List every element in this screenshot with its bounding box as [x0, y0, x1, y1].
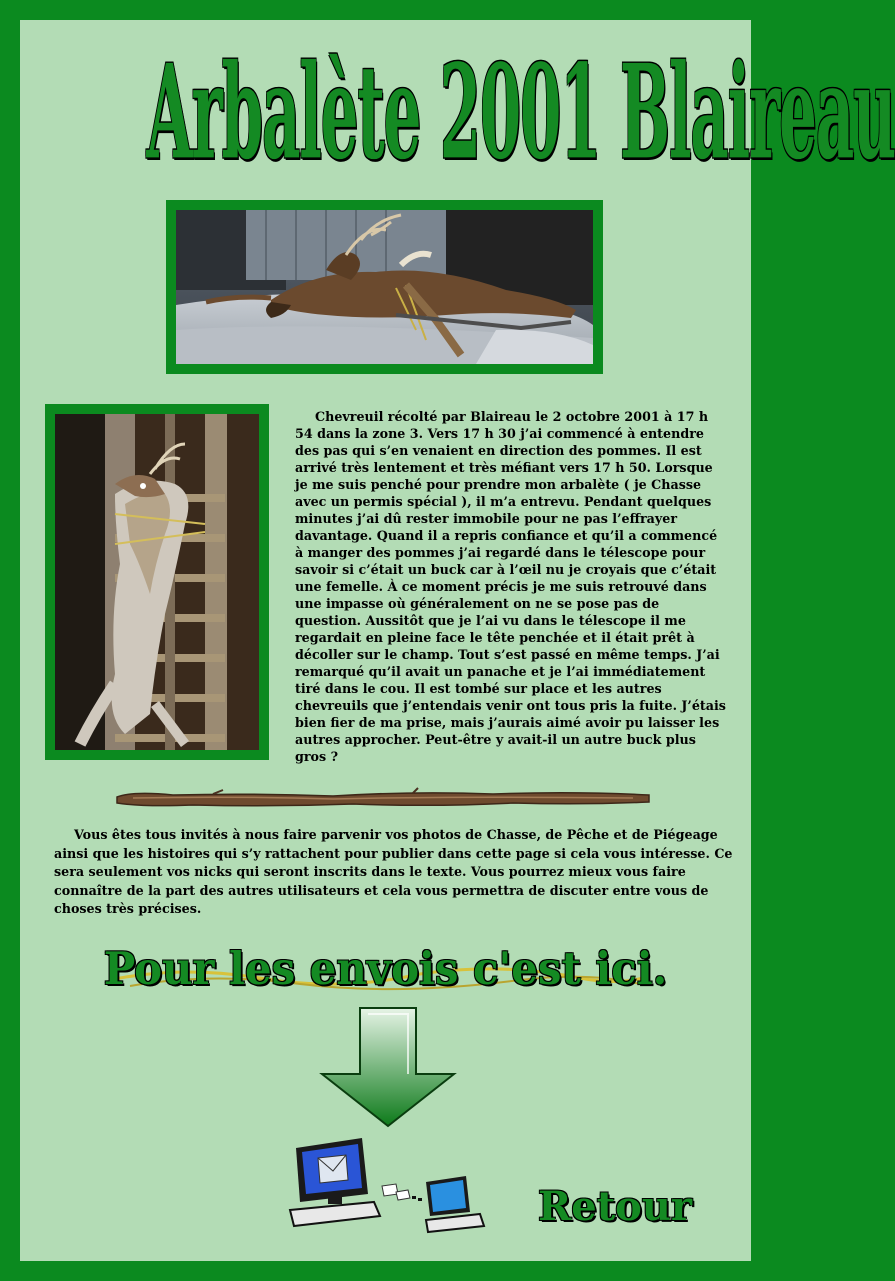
deer-on-car-image: [176, 210, 593, 364]
computer-mail-transfer-icon: [288, 1134, 488, 1234]
page-title: Arbalète 2001 Blaireau: [146, 35, 895, 189]
invitation-text: Vous êtes tous invités à nous faire parvenir vos photos de Chasse, de Pêche et de Piégeage ainsi que les histoires qui s’y rattachent pour publier dans cette page si cela vous intéresse. Ce sera seulement vos nicks qui seront inscrits dans le texte. Vous pourrez mieux vous faire connaître de la part des autres utilisateurs et cela vous permettra de discuter entre vous de choses très précises.: [54, 827, 733, 916]
computer-left-icon: [290, 1138, 380, 1226]
deer-on-ladder-image: [55, 414, 259, 750]
hunt-story-text: Chevreuil récolté par Blaireau le 2 octobre 2001 à 17 h 54 dans la zone 3. Vers 17 h 30 j’ai commencé à entendre des pas qui s’en venaient en direction des pommes. Il est arrivé très lentement et très méfiant vers 17 h 50. Lorsque je me suis penché pour prendre mon arbalète ( je Chasse avec un permis spécial ), il m’a entrevu. Pendant quelques minutes j’ai dû rester immobile pour ne pas l’effrayer davantage. Quand il a repris confiance et qu’il a commencé à manger des pommes j’ai regardé dans le télescope pour savoir si c’était un buck car à l’œil nu je croyais que c’était une femelle. À ce moment précis je me suis retrouvé dans une impasse où généralement on ne se pose pas de question. Aussitôt que je l’ai vu dans le télescope il me regardait en pleine face le tête penchée et il était prêt à décoller sur le champ. Tout s’est passé en même temps. J’ai remarqué qu’il avait un panache et je l’ai immédiatement tiré dans le cou. Il est tombé sur place et les autres chevreuils que j’entendais venir ont tous pris la fuite. J’étais bien fier de ma prise, mais j’aurais aimé avoir pu laisser les autres approcher. Peut-être y avait-il un autre buck plus gros ?: [295, 409, 726, 764]
photo-deer-on-car: [166, 200, 603, 374]
computer-right-icon: [426, 1176, 484, 1232]
submissions-link[interactable]: Pour les envois c'est ici.: [103, 942, 668, 995]
stick-divider: [113, 785, 653, 815]
down-arrow-icon: [318, 1004, 458, 1129]
back-link[interactable]: Retour: [538, 1183, 693, 1230]
envelope-icons: [382, 1184, 422, 1201]
photo-deer-on-ladder: [45, 404, 269, 760]
